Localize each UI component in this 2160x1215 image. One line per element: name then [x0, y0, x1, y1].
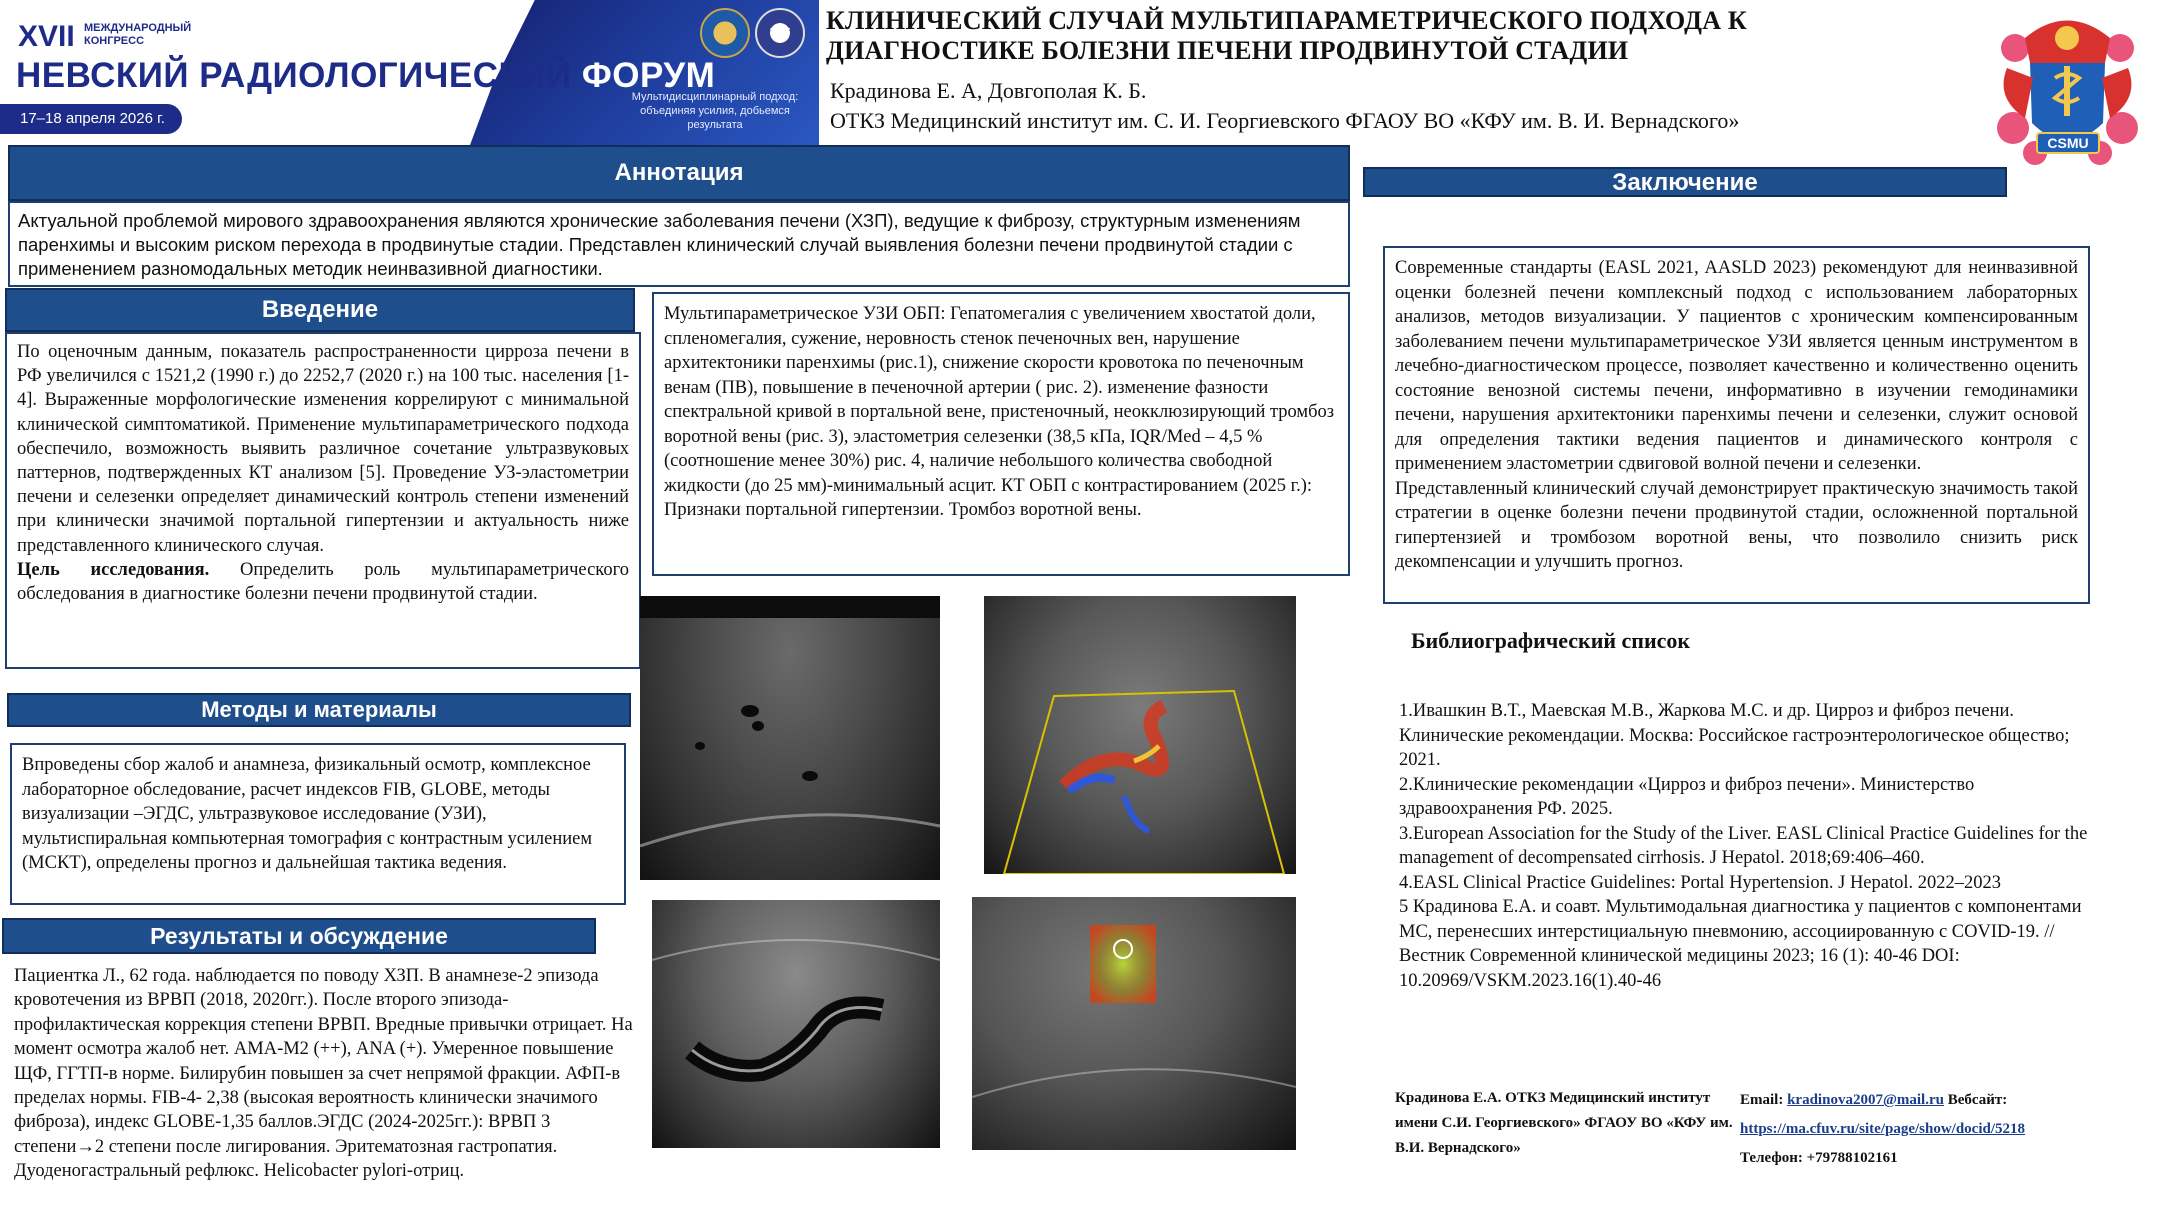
- nrf-logo-icon: NRF: [755, 8, 805, 58]
- website-label: Вебсайт:: [1943, 1092, 2008, 1108]
- annotation-text: Актуальной проблемой мирового здравоохранения являются хронические заболевания печени (ХЗП), ведущие к фиброзу, структурным изменениям паренхимы и высоким риском перехода в продвинутые стадии. Представлен клинический случай выявления болезни печени продвинутой стадии с применением разномодальных методик неинвазивной диагностики.: [18, 210, 1301, 279]
- ultrasound-image-portal-vein: [652, 900, 940, 1148]
- ultrasound-description-box: [652, 292, 1350, 576]
- forum-name-part2: ФОРУМ: [581, 56, 716, 95]
- ultrasound-image-doppler: [984, 596, 1296, 874]
- congress-dates: 17–18 апреля 2026 г.: [0, 104, 182, 134]
- affiliation: ОТКЗ Медицинский институт им. С. И. Георгиевского ФГАОУ ВО «КФУ им. В. И. Вернадского»: [830, 108, 1740, 133]
- annotation-box: [8, 201, 1350, 287]
- bibliography-item: 3.European Association for the Study of the Liver. EASL Clinical Practice Guidelines for the management of decompensated cirrhosis. J Hepatol. 2018;69:406–460.: [1399, 823, 2088, 868]
- bibliography-heading: Библиографический список: [1411, 628, 1691, 653]
- results-heading: Результаты и обсуждение: [2, 918, 596, 954]
- bibliography-item: 2.Клинические рекомендации «Цирроз и фиброз печени». Министерство здравоохранения РФ. 2025.: [1399, 774, 1975, 819]
- results-text: Пациентка Л., 62 года. наблюдается по поводу ХЗП. В анамнезе-2 эпизода кровотечения из ВРВП (2018, 2020гг.). После второго эпизода-профилактическая коррекция степени ВРВП. Вредные привычки отрицает. На момент осмотра жалоб нет. АМА-М2 (++), ANA (+). Умеренное повышение ЩФ, ГГТП-в норме. Билирубин повышен за счет непрямой фракции. АФП-в пределах нормы. FIB-4- 2,38 (высокая вероятность клинически значимого фиброза), индекс GLOBE-1,35 баллов.ЭГДС (2024-2025гг.): ВРВП 3 степени→2 степени после лигирования. Эритематозная гастропатия. Дуоденогастральный рефлюкс. Helicobacter pylori-отриц.: [14, 966, 633, 1182]
- congress-slogan: Мультидисциплинарный подход: объединяя усилия, добьемся результата: [631, 91, 799, 131]
- conclusion-heading: Заключение: [1363, 167, 2007, 197]
- introduction-box: [5, 332, 641, 669]
- congress-number: XVII: [18, 20, 75, 53]
- phone: Телефон: +79788102161: [1740, 1150, 1898, 1166]
- congress-banner: [0, 0, 819, 145]
- ultrasound-description-text: Мультипараметрическое УЗИ ОБП: Гепатомегалия с увеличением хвостатой доли, спленомегалия, сужение, неровность стенок печеночных вен, нарушение архитектоники паренхимы (рис.1), снижение скорости кровотока по печеночным венам (ПВ), повышение в печеночной артерии ( рис. 2). изменение фазности спектральной кривой в портальной вене, пристеночный, неокклюзирующий тромбоз воротной вены (рис. 3), эластометрия селезенки (38,5 кПа, IQR/Med – 4,5 % (соотношение менее 30%) рис. 4, наличие небольшого количества свободной жидкости (до 25 мм)-минимальный асцит. КТ ОБП с контрастированием (2025 г.): Признаки портальной гипертензии. Тромбоз воротной вены.: [664, 304, 1335, 520]
- goal-label: Цель исследования.: [17, 559, 210, 580]
- authors: Крадинова Е. А, Довгополая К. Б.: [830, 78, 1147, 103]
- methods-heading: Методы и материалы: [7, 693, 631, 727]
- contact-author-block: Крадинова Е.А. ОТКЗ Медицинский институт имени С.И. Георгиевского» ФГАОУ ВО «КФУ им. В.И. Вернадского»: [1395, 1090, 1733, 1156]
- ultrasound-image-spleen-elastography: [972, 897, 1296, 1150]
- bibliography-item: 5 Крадинова Е.А. и соавт. Мультимодальная диагностика у пациентов с компонентами МС, перенесших интерстициальную пневмонию, ассоциированную с COVID-19. // Вестник Современной клинической медицины 2023; 16 (1): 40-46 DOI: 10.20969/VSKM.2023.16(1).40-46: [1399, 897, 2082, 991]
- conclusion-text-1: Современные стандарты (EASL 2021, AASLD 2023) рекомендуют для неинвазивной оценки болезней печени комплексный подход с использованием лабораторных анализов, методов визуализации. У пациентов с хроническим компенсированным заболеванием печени мультипараметрическое УЗИ является ценным инструментом в лечебно-диагностическом процессе, позволяет качественно и количественно оценить состояние венозной системы печени, информативно в изучении гемодинамики печени, нарушения архитектоники паренхимы печени и селезенки, служит основой для определения тактики ведения пациентов и динамического контроля с применением эластометрии сдвиговой волной печени и селезенки.: [1395, 258, 2078, 474]
- methods-text: Впроведены сбор жалоб и анамнеза, физикальный осмотр, комплексное лабораторное обследование, расчет индексов FIB, GLOBE, методы визуализации –ЭГДС, ультразвуковое исследование (УЗИ), мультиспиральная компьютерная томография с контрастным усилением (МСКТ), определены прогноз и дальнейшая тактика ведения.: [22, 755, 593, 873]
- forum-name-part1: НЕВСКИЙ РАДИОЛОГИЧЕСКИЙ: [16, 56, 582, 95]
- bibliography-item: 1.Ивашкин В.Т., Маевская М.В., Жаркова М.С. и др. Цирроз и фиброз печени. Клинические рекомендации. Москва: Российское гастроэнтерологическое общество; 2021.: [1399, 701, 2070, 770]
- congress-emblem-icon: [700, 8, 750, 58]
- bibliography-list: [1399, 699, 2105, 993]
- emblem-label: CSMU: [2047, 135, 2089, 151]
- forum-name: [16, 56, 715, 96]
- methods-box: [10, 743, 626, 905]
- goal-text: Определить роль мультипараметрического обследования в диагностике болезни печени продвинутой стадии.: [17, 559, 629, 605]
- annotation-heading: Аннотация: [8, 145, 1350, 201]
- conclusion-text-2: Представленный клинический случай демонстрирует практическую значимость такой стратегии в оценке болезни печени продвинутой стадии, осложненной портальной гипертензией и тромбозом воротной вены, что позволило снизить риск декомпенсации и улучшить прогноз.: [1395, 478, 2078, 572]
- university-emblem-icon: [1985, 8, 2150, 173]
- congress-type: МЕЖДУНАРОДНЫЙ КОНГРЕСС: [84, 22, 192, 47]
- conclusion-box: [1383, 246, 2090, 604]
- introduction-goal: [17, 558, 629, 606]
- website-link[interactable]: https://ma.cfuv.ru/site/page/show/docid/5218: [1740, 1121, 2026, 1137]
- contact-details: [1740, 1086, 2140, 1173]
- ultrasound-image-liver: [640, 596, 940, 880]
- poster-title: КЛИНИЧЕСКИЙ СЛУЧАЙ МУЛЬТИПАРАМЕТРИЧЕСКОГО ПОДХОДА К ДИАГНОСТИКЕ БОЛЕЗНИ ПЕЧЕНИ ПРОДВИНУТОЙ СТАДИИ: [826, 6, 1747, 65]
- introduction-text: По оценочным данным, показатель распространенности цирроза печени в РФ увеличился с 1521,2 (1990 г.) до 2252,7 (2020 г.) на 100 тыс. населения [1-4]. Выраженные морфологические изменения коррелируют с минимальной клинической симптоматикой. Применение мультипараметрического подхода обеспечило, возможность выявить различное сочетание ультразвуковых паттернов, подтвержденных КТ анализом [5]. Проведение УЗ-эластометрии печени и селезенки определяет динамический контроль степени изменений при клинически значимой портальной гипертензии и актуальность ниже представленного клинического случая.: [17, 342, 629, 556]
- contact-email-line: [1740, 1086, 2140, 1115]
- bibliography-item: 4.EASL Clinical Practice Guidelines: Portal Hypertension. J Hepatol. 2022–2023: [1399, 872, 2001, 893]
- email-link[interactable]: kradinova2007@mail.ru: [1787, 1092, 1944, 1108]
- email-label: Email:: [1740, 1092, 1784, 1108]
- introduction-heading: Введение: [5, 288, 635, 332]
